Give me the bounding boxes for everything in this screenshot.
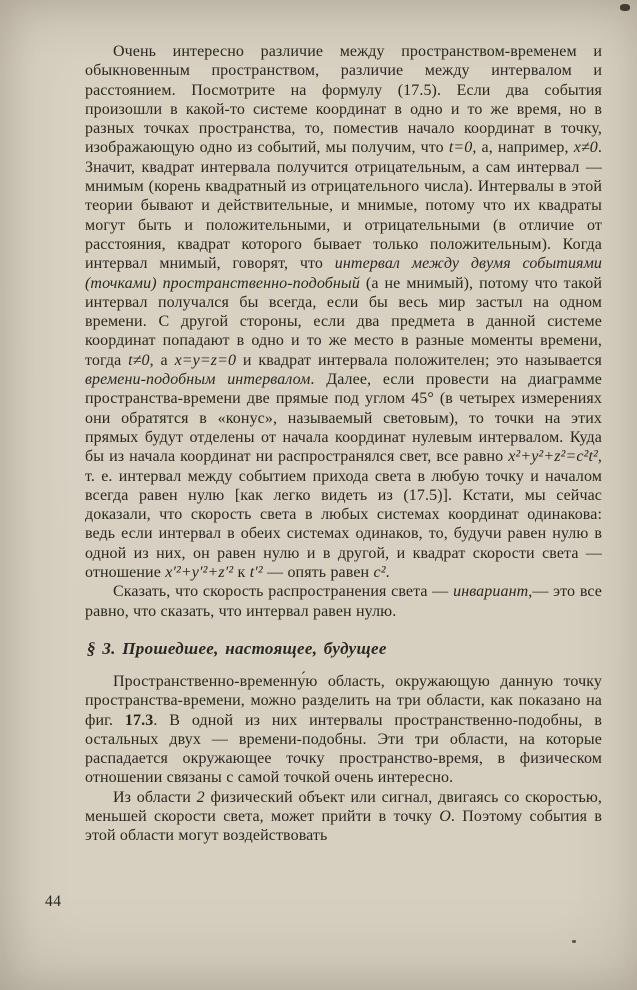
text-run: c² xyxy=(373,564,386,582)
scan-artifact-speck xyxy=(620,4,630,11)
text-run: Пространственно-временну́ю область, окружающую данную точку пространства-времени, можно разделить на три области, как показано на фиг. xyxy=(85,672,602,729)
section-heading: § 3. Прошедшее, настоящее, будущее xyxy=(87,638,387,658)
text-run: физический объект или сигнал, двигаясь со скоростью, меньшей скорости света, может прийти в точку xyxy=(85,788,602,825)
scan-artifact-speck xyxy=(572,940,576,943)
text-run: x²+y²+z²=c²t² xyxy=(508,448,598,466)
body-paragraph-1 xyxy=(85,42,602,582)
text-run: x≠0 xyxy=(573,139,598,157)
text-run: 17.3 xyxy=(124,711,154,729)
text-run: O xyxy=(439,807,451,825)
text-run: 2 xyxy=(196,788,205,806)
body-paragraph-4 xyxy=(85,788,602,846)
text-run: (а не мнимый), потому что такой интервал получался бы всегда, если бы весь мир застыл на одном времени. С другой стороны, если два предмета в данной системе координат попадают в одно и то же место в разные моменты времени, тогда xyxy=(85,274,602,369)
text-run: t′² xyxy=(249,564,263,582)
text-run: , а xyxy=(149,351,175,369)
text-run: . В одной из них интервалы пространственно-подобны, в остальных двух — времени-подобны. Эти три области, на которые распадается окружающее точку пространство-время, в физическом отношении связаны с самой точкой очень интересно. xyxy=(85,711,603,787)
page-number: 44 xyxy=(45,893,62,910)
text-run: Из области xyxy=(113,788,197,806)
text-run: x=y=z=0 xyxy=(174,351,237,369)
text-run: инвариант xyxy=(453,583,529,601)
text-column xyxy=(85,42,602,846)
body-paragraph-3 xyxy=(85,672,602,788)
text-run: Очень интересно различие между пространством-временем и обыкновенным пространством, различие между интервалом и расстоянием. Посмотрите на формулу (17.5). Если два события произошли в какой-то системе координат в одно и то же время, но в разных точках пространства, то, поместив начало координат в точку, изображающую одно из событий, мы получим, что xyxy=(85,43,602,157)
text-run: x′²+y′²+z′² xyxy=(165,564,234,582)
text-run: времени-подобным интервалом xyxy=(85,371,311,389)
text-run: Сказать, что скорость распространения света — xyxy=(113,583,454,601)
text-run: . xyxy=(385,564,390,582)
text-run: t=0 xyxy=(448,139,473,157)
text-run: . Поэтому события в этой области могут воздействовать xyxy=(85,807,602,845)
text-run: ,— это все равно, что сказать, что интервал равен нулю. xyxy=(85,583,602,620)
text-run: , а, например, xyxy=(472,139,574,157)
text-run: и квадрат интервала положителен; это называется xyxy=(236,351,603,369)
text-run: к xyxy=(233,564,250,582)
text-run: t≠0 xyxy=(128,351,150,369)
text-run: , т. е. интервал между событием прихода света в любую точку и началом всегда равен нулю [как легко видеть из (17.5)]. Кстати, мы сейчас доказали, что скорость света в любых системах координат одинакова: ведь если интервал в обеих системах одинаков, то, будучи равен нулю в одной из них, он равен нулю и в другой, и квадрат скорости света — отношение xyxy=(85,448,602,582)
text-run: интервал между двумя событиями (точками) пространственно-подобный xyxy=(85,255,602,292)
text-run: . Далее, если провести на диаграмме пространства-времени две прямые под углом 45° (в четырех измерениях они обратятся в «конус», называемый световым), то точки на этих прямых будут отделены от начала координат нулевым интервалом. Куда бы из начала координат ни распространялся свет, все равно xyxy=(85,371,602,466)
text-run: — опять равен xyxy=(262,564,374,582)
text-run: . Значит, квадрат интервала получится отрицательным, а сам интервал — мнимым (корень квадратный из отрицательного числа). Интервалы в этой теории бывают и действительные, и мнимые, потому что их квадраты могут быть и положительными, и отрицательными (в отличие от расстояния, квадрат которого бывает только положительным). Когда интервал мнимый, говорят, что xyxy=(85,139,602,273)
body-paragraph-2 xyxy=(85,582,602,621)
